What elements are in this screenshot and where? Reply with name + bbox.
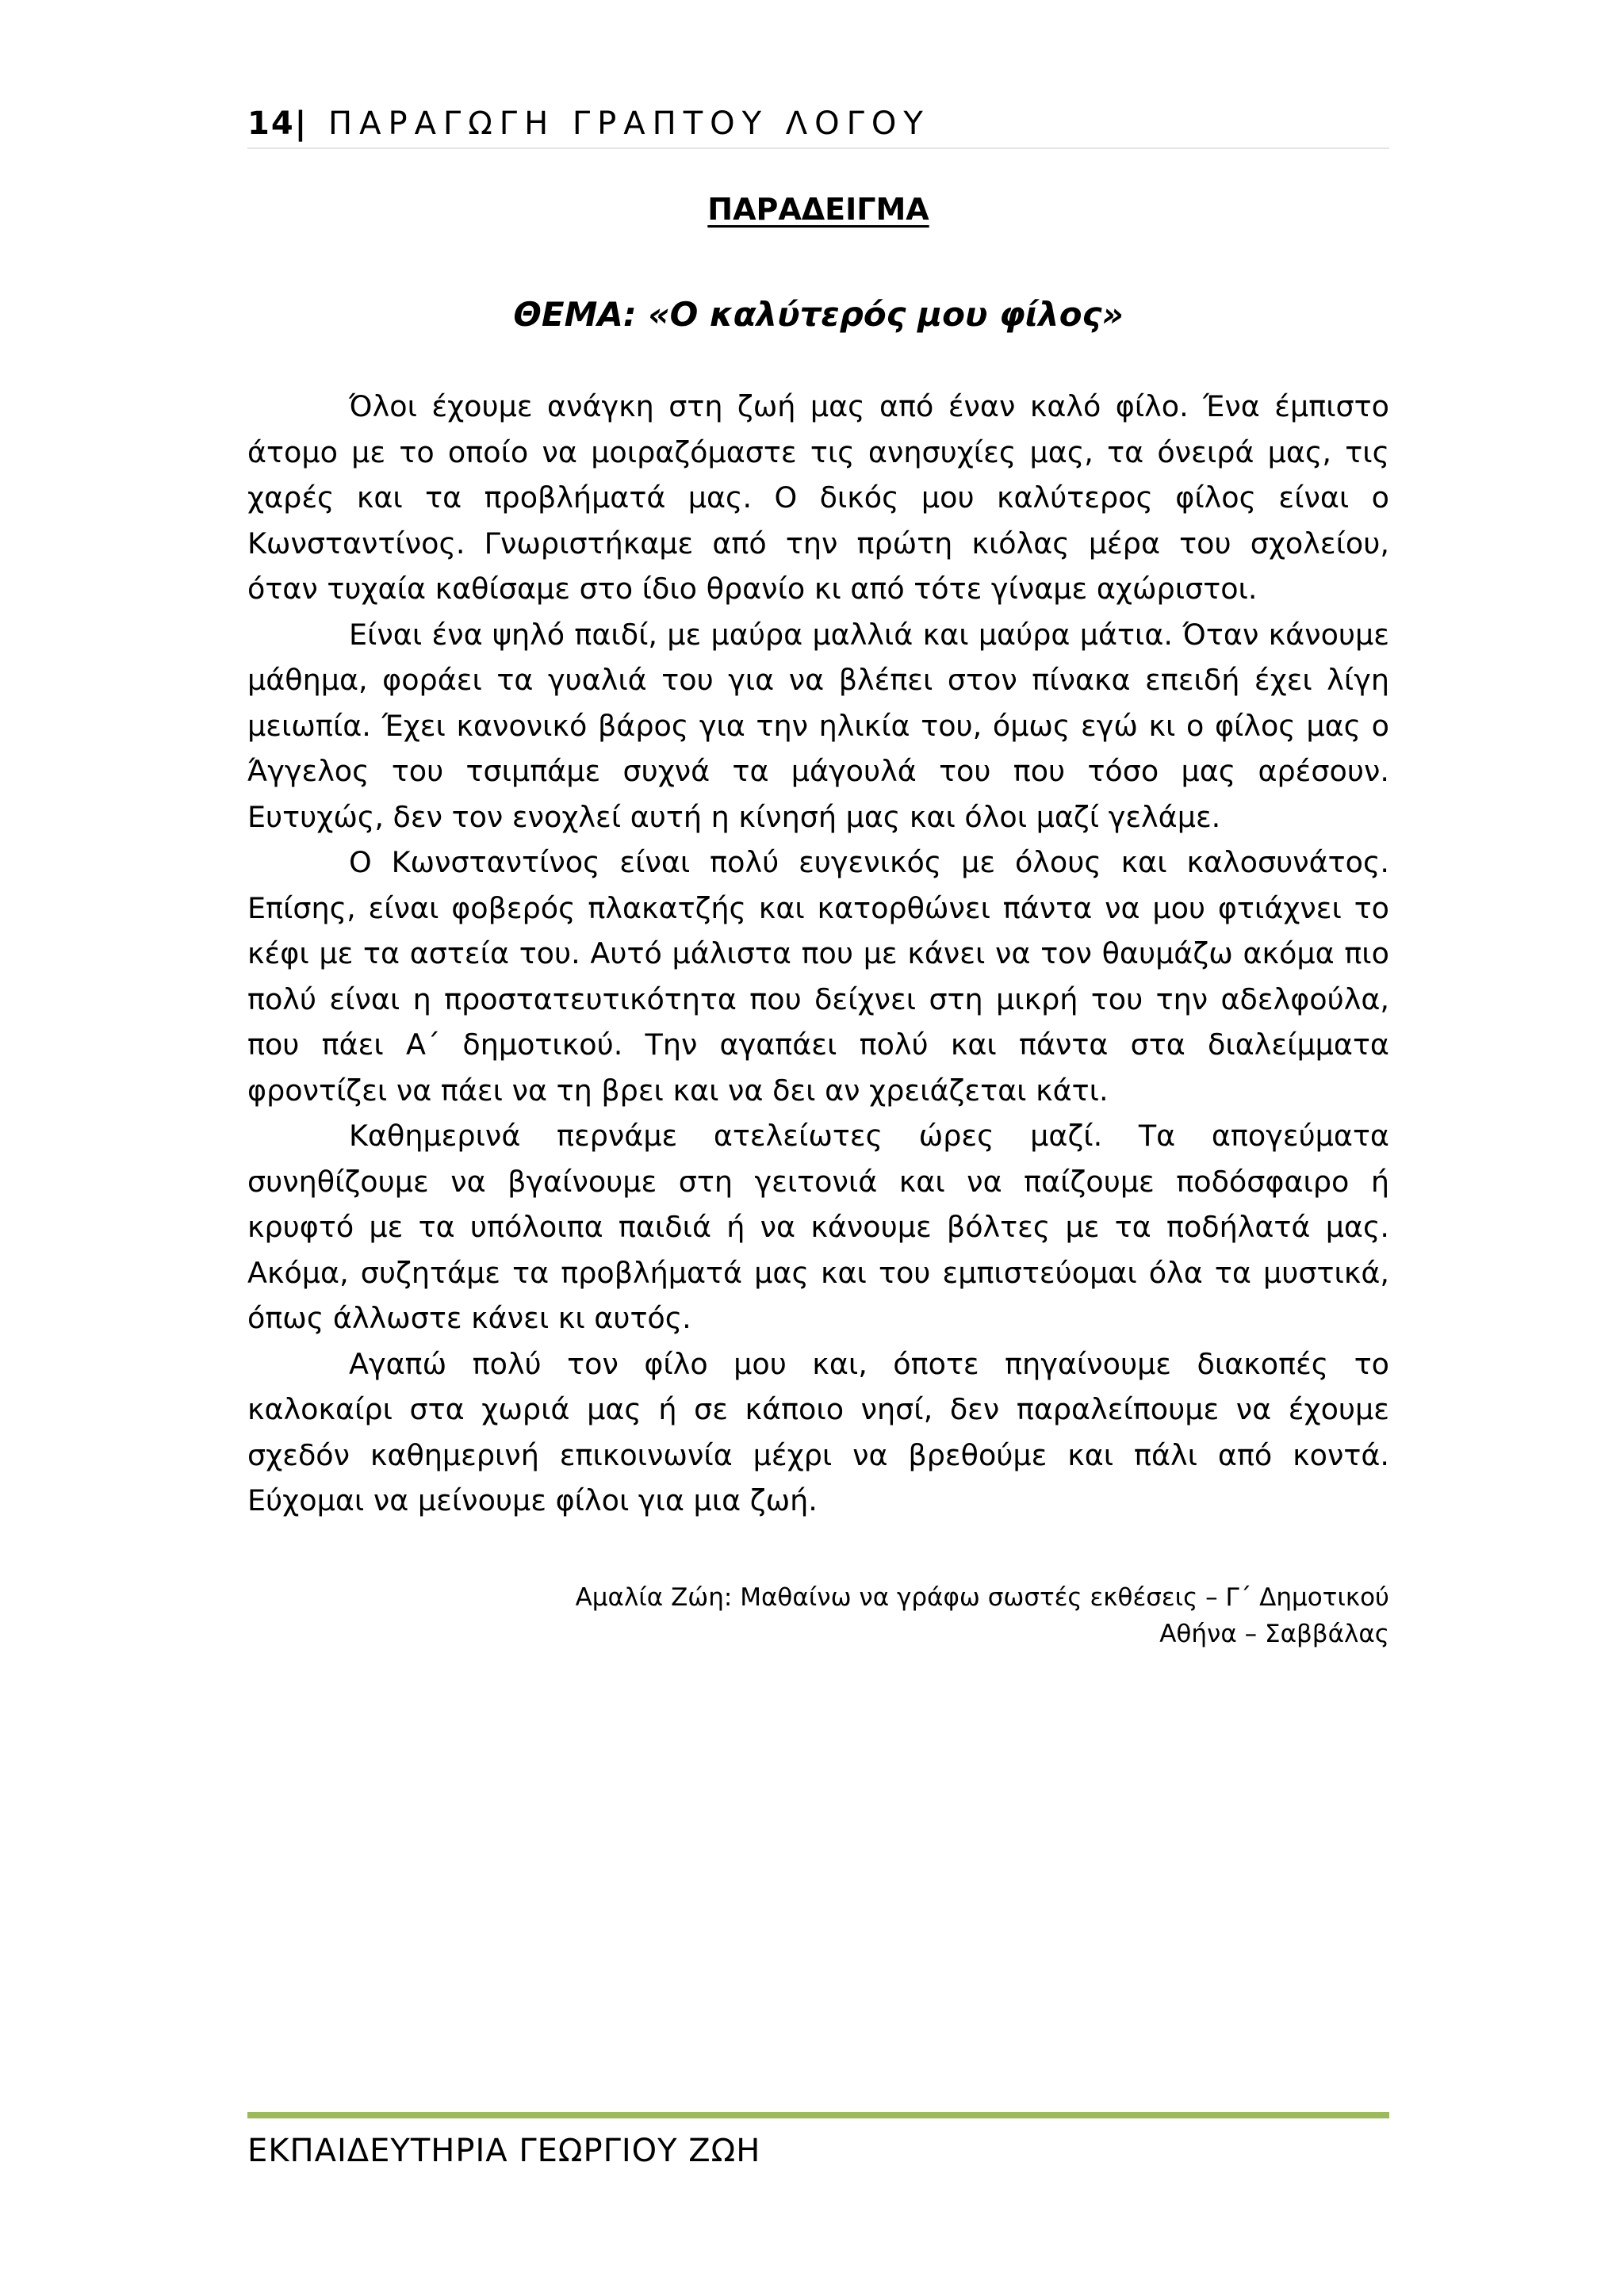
source-citation — [247, 1579, 1389, 1652]
essay-title: ΘΕΜΑ: «Ο καλύτερός μου φίλος» — [513, 295, 1124, 334]
header-divider — [247, 147, 1389, 149]
page-number: 14 — [247, 105, 295, 142]
page-header — [247, 101, 1389, 146]
essay-body — [247, 384, 1389, 1524]
footer-divider — [247, 2112, 1389, 2118]
section-label: ΠΑΡΑΔΕΙΓΜΑ — [707, 192, 929, 227]
paragraph: Είναι ένα ψηλό παιδί, με μαύρα μαλλιά και μαύρα μάτια. Όταν κάνουμε μάθημα, φοράει τα γυαλιά του για να βλέπει στον πίνακα επειδή έχει λίγη μειωπία. Έχει κανονικό βάρος για την ηλικία του, όμως εγώ κι ο φίλος μας ο Άγγελος του τσιμπάμε συχνά τα μάγουλά του που τόσο μας αρέσουν. Ευτυχώς, δεν τον ενοχλεί αυτή η κίνησή μας και όλοι μαζί γελάμε. — [247, 617, 1389, 834]
header-title: ΠΑΡΑΓΩΓΗ ΓΡΑΠΤΟΥ ΛΟΓΟΥ — [328, 105, 930, 142]
page-footer: ΕΚΠΑΙΔΕΥΤΗΡΙΑ ΓΕΩΡΓΙΟΥ ΖΩΗ — [247, 2133, 761, 2169]
paragraph: Καθημερινά περνάμε ατελείωτες ώρες μαζί. Τα απογεύματα συνηθίζουμε να βγαίνουμε στη γειτονιά και να παίζουμε ποδόσφαιρο ή κρυφτό με τα υπόλοιπα παιδιά ή να κάνουμε βόλτες με τα ποδήλατά μας. Ακόμα, συζητάμε τα προβλήματά μας και του εμπιστεύομαι όλα τα μυστικά, όπως άλλωστε κάνει κι αυτός. — [247, 1119, 1389, 1335]
paragraph: Ο Κωνσταντίνος είναι πολύ ευγενικός με όλους και καλοσυνάτος. Επίσης, είναι φοβερός πλακατζής και κατορθώνει πάντα να μου φτιάχνει το κέφι με τα αστεία του. Αυτό μάλιστα που με κάνει να τον θαυμάζω ακόμα πιο πολύ είναι η προστατευτικότητα που δείχνει στη μικρή του την αδελφούλα, που πάει Α΄ δημοτικού. Την αγαπάει πολύ και πάντα στα διαλείμματα φροντίζει να πάει να τη βρει και να δει αν χρειάζεται κάτι. — [247, 845, 1389, 1108]
paragraph: Αγαπώ πολύ τον φίλο μου και, όποτε πηγαίνουμε διακοπές το καλοκαίρι στα χωριά μας ή σε κάποιο νησί, δεν παραλείπουμε να έχουμε σχεδόν καθημερινή επικοινωνία μέχρι να βρεθούμε και πάλι από κοντά. Εύχομαι να μείνουμε φίλοι για μια ζωή. — [247, 1346, 1389, 1517]
paragraph: Όλοι έχουμε ανάγκη στη ζωή μας από έναν καλό φίλο. Ένα έμπιστο άτομο με το οποίο να μοιραζόμαστε τις ανησυχίες μας, τα όνειρά μας, τις χαρές και τα προβλήματά μας. Ο δικός μου καλύτερος φίλος είναι ο Κωνσταντίνος. Γνωριστήκαμε από την πρώτη κιόλας μέρα του σχολείου, όταν τυχαία καθίσαμε στο ίδιο θρανίο κι από τότε γίναμε αχώριστοι. — [247, 389, 1389, 606]
source-line-publisher: Αθήνα – Σαββάλας — [1159, 1620, 1389, 1648]
header-separator: | — [294, 105, 312, 142]
source-line-book: Αμαλία Ζώη: Μαθαίνω να γράφω σωστές εκθέσεις – Γ΄ Δημοτικού — [575, 1583, 1389, 1612]
